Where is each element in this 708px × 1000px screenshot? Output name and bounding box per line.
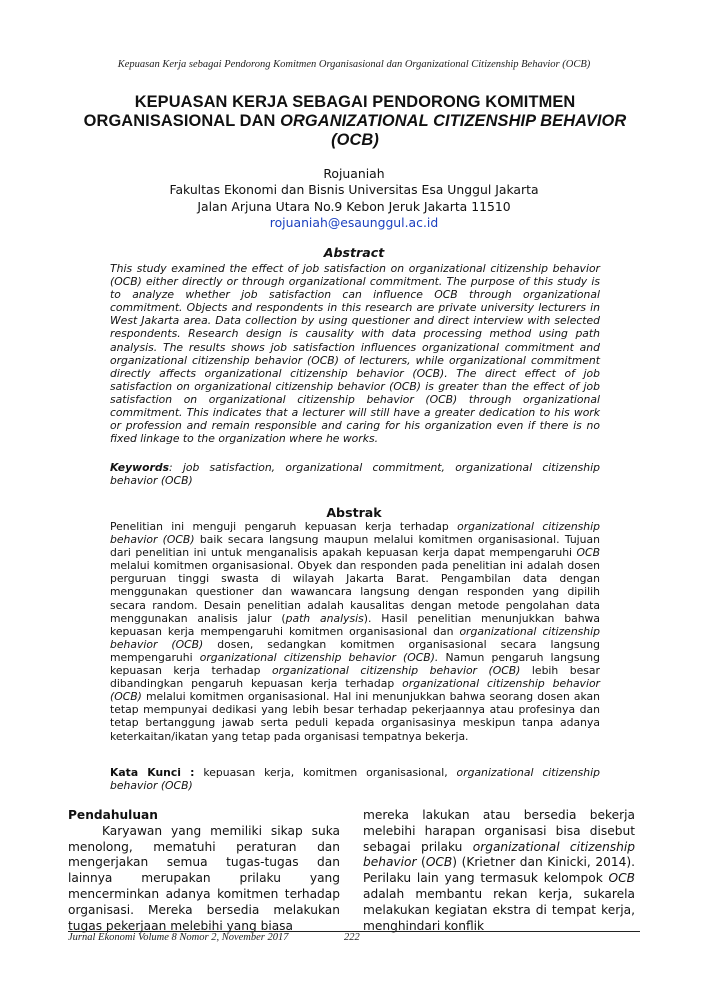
body-seg: ( bbox=[416, 855, 426, 870]
abstrak-seg-italic: organizational citizenship behavior (OCB). bbox=[199, 650, 439, 664]
abstrak-seg: lebih besar dibandingkan pengaruh kepuasan kerja terhadap bbox=[110, 664, 600, 691]
kata-kunci-plain: kepuasan kerja, komitmen organisasional, bbox=[194, 766, 457, 779]
footer-journal: Jurnal Ekonomi Volume 8 Nomor 2, November 2017 bbox=[68, 932, 289, 943]
title-line-2-italic: ORGANIZATIONAL CITIZENSHIP BEHAVIOR bbox=[280, 112, 627, 130]
body-seg-italic: OCB bbox=[425, 855, 453, 870]
title-line-3: (OCB) bbox=[331, 131, 379, 149]
body-seg: ) (Krietner dan Kinicki, 2014). Perilaku lain yang termasuk kelompok bbox=[363, 855, 635, 886]
paper-title bbox=[60, 93, 650, 150]
keywords-label: Keywords bbox=[110, 461, 170, 474]
title-line-2 bbox=[60, 112, 650, 131]
abstrak-seg: dosen, sedangkan komitmen organisasional secara langsung mempengaruhi bbox=[110, 637, 600, 664]
page-footer bbox=[68, 932, 468, 943]
abstrak-heading: Abstrak bbox=[326, 505, 382, 520]
page-number: 222 bbox=[344, 932, 360, 943]
body-seg-italic: OCB bbox=[608, 871, 635, 886]
keywords bbox=[110, 461, 600, 487]
author-block bbox=[0, 166, 708, 231]
abstrak-text bbox=[110, 520, 600, 743]
kata-kunci-label: Kata Kunci : bbox=[110, 766, 195, 779]
body-seg: adalah membantu rekan kerja, sukarela melakukan kegiatan ekstra di tempat kerja, menghindari konflik bbox=[363, 886, 635, 933]
abstrak-seg-italic: OCB bbox=[576, 546, 600, 560]
abstrak-seg: baik secara langsung maupun melalui komitmen organisasional. Tujuan dari penelitian ini untuk menganalisis apakah kepuasan kerja dapat mempengaruhi bbox=[110, 533, 600, 560]
running-header: Kepuasan Kerja sebagai Pendorong Komitmen Organisasional dan Organizational Citizenship Behavior (OCB) bbox=[117, 59, 591, 70]
abstract-text: This study examined the effect of job satisfaction on organizational citizenship behavior (OCB) either directly or through organizational commitment. The purpose of this study is to analyze whether job satisfaction can influence OCB through organizational commitment. Objects and respondents in this research are private university lecturers in West Jakarta area. Data collection by using questioner and direct interview with selected respondents. Research design is causality with data processing method using path analysis. The results shows job satisfaction influences organizational commitment and organizational citizenship behavior (OCB) of lecturers, while organizational commitment directly affects organizational citizenship behavior (OCB). The direct effect of job satisfaction on organizational citizenship behavior (OCB) is greater than the effect of job satisfaction on organizational citizenship behavior (OCB) through organizational commitment. This indicates that a lecturer will still have a greater dedication to his work or profession and remain responsible and caring for his organization even if there is no fixed linkage to the organization where he works. bbox=[110, 262, 600, 446]
abstrak-seg: melalui komitmen organisasional. Obyek dan responden pada penelitian ini adalah dosen perguruan tinggi swasta di wilayah Jakarta Barat. Pengambilan data dengan menggunakan questioner dan wawancara langsung dengan responden yang dipilih secara random. Desain penelitian adalah kausalitas dengan metode pengolahan data menggunakan analisis jalur ( bbox=[110, 559, 600, 625]
title-line-1: KEPUASAN KERJA SEBAGAI PENDORONG KOMITMEN bbox=[134, 93, 576, 111]
kata-kunci bbox=[110, 766, 600, 792]
author-address: Jalan Arjuna Utara No.9 Kebon Jeruk Jakarta 11510 bbox=[197, 198, 511, 214]
kata-kunci-italic: organizational citizenship behavior (OCB) bbox=[110, 766, 601, 793]
abstrak-seg: Penelitian ini menguji pengaruh kepuasan kerja terhadap bbox=[110, 520, 458, 533]
body-column-left bbox=[68, 808, 340, 934]
keywords-text: : job satisfaction, organizational commitment, organizational citizenship behavior (OCB) bbox=[110, 461, 600, 488]
author-name: Rojuaniah bbox=[323, 166, 385, 181]
abstrak-seg-italic: organizational citizenship behavior (OCB) bbox=[110, 520, 601, 547]
title-line-2-plain: ORGANISASIONAL DAN bbox=[83, 112, 281, 130]
section-heading-pendahuluan: Pendahuluan bbox=[68, 808, 158, 822]
abstrak-seg: melalui komitmen organisasional. Hal ini menunjukkan bahwa seorang dosen akan tetap mempunyai dedikasi yang lebih besar terhadap pekerjaannya atau profesinya dan tetap bertanggung jawab serta peduli kepada organisasinya meskipun tanpa adanya keterkaitan/ikatan yang tetap pada organisasi tempatnya bekerja. bbox=[110, 690, 600, 743]
abstrak-seg-italic: organizational citizenship behavior (OCB) bbox=[110, 677, 600, 704]
body-paragraph-left: Karyawan yang memiliki sikap suka menolong, mematuhi peraturan dan mengerjakan semua tugas-tugas dan lainnya merupakan prilaku yang mencerminkan adanya komitmen terhadap organisasi. Mereka bersedia melakukan tugas pekerjaan melebihi yang biasa bbox=[68, 823, 340, 933]
body-seg-italic: organizational citizenship behavior bbox=[363, 839, 635, 870]
body-seg: mereka lakukan atau bersedia bekerja melebihi harapan organisasi bisa disebut sebagai prilaku bbox=[363, 808, 635, 854]
abstrak-seg: ). Hasil penelitian menunjukkan bahwa kepuasan kerja mempengaruhi komitmen organisasional dan bbox=[110, 611, 600, 638]
abstract-heading: Abstract bbox=[323, 245, 385, 260]
abstrak-seg-italic: organizational citizenship behavior (OCB) bbox=[110, 624, 600, 651]
abstrak-seg: Namun pengaruh langsung kepuasan kerja terhadap bbox=[110, 650, 601, 678]
abstrak-seg-italic: organizational citizenship behavior (OCB) bbox=[271, 664, 521, 678]
abstrak-seg-italic: path analysis bbox=[285, 611, 364, 625]
author-email-link[interactable]: rojuaniah@esaunggul.ac.id bbox=[269, 214, 439, 230]
body-column-right bbox=[363, 808, 635, 934]
author-affiliation: Fakultas Ekonomi dan Bisnis Universitas Esa Unggul Jakarta bbox=[169, 182, 539, 198]
